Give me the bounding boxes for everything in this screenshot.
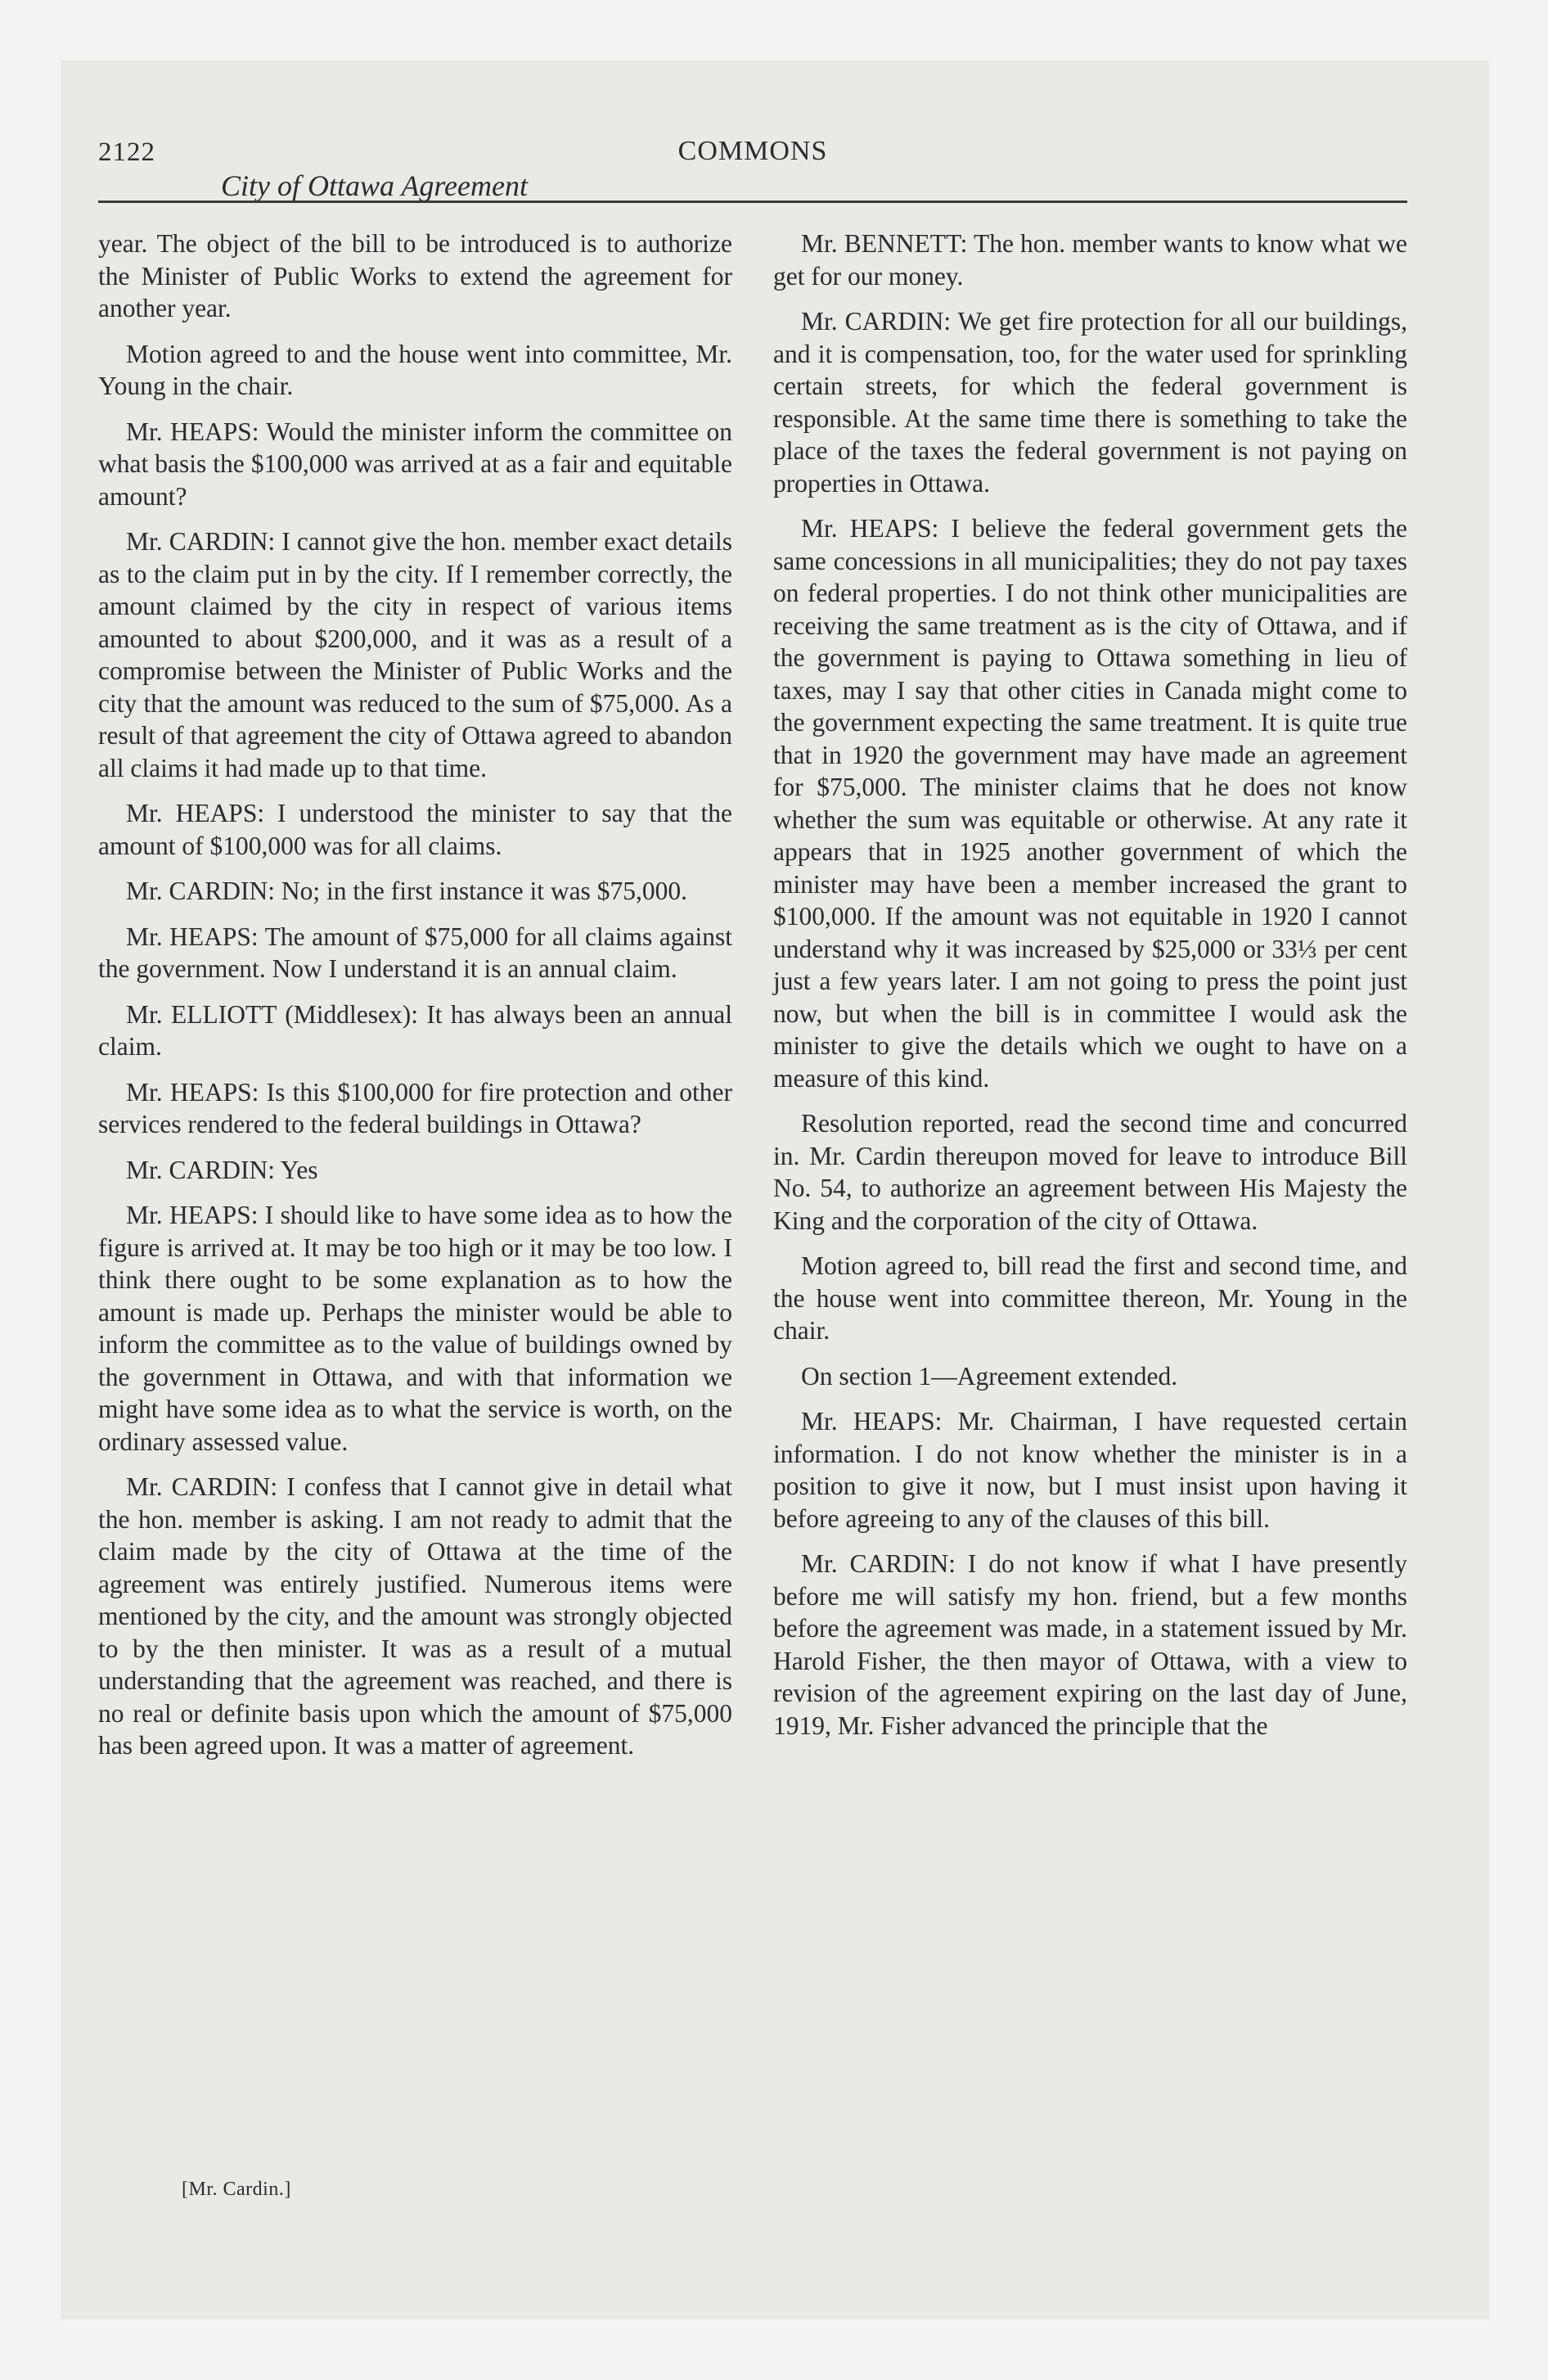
left-column [98, 228, 732, 1775]
paragraph: Motion agreed to and the house went into committee, Mr. Young in the chair. [98, 339, 732, 400]
speaker-footnote: [Mr. Cardin.] [182, 2179, 291, 2200]
paragraph: Mr. HEAPS: I should like to have some idea as to how the figure is arrived at. It may be too high or it may be too low. I think there ought to be some explanation as to how the amount is made up. Perhaps the minister would be able to inform the committee as to the value of buildings owned by the government in Ottawa, and with that information we might have some idea as to what the service is worth, on the ordinary assessed value. [98, 1201, 732, 1456]
paragraph: Mr. CARDIN: Yes [126, 1155, 318, 1184]
paragraph: Mr. HEAPS: Is this $100,000 for fire protection and other services rendered to the federal buildings in Ottawa? [98, 1077, 732, 1138]
paragraph: Mr. HEAPS: The amount of $75,000 for all claims against the government. Now I understand it is an annual claim. [98, 922, 732, 983]
paragraph: Motion agreed to, bill read the first and second time, and the house went into committee thereon, Mr. Young in the chair. [773, 1251, 1407, 1345]
paragraph: Resolution reported, read the second time and concurred in. Mr. Cardin thereupon moved for leave to introduce Bill No. 54, to authorize an agreement between His Majesty the King and the corporation of the city of Ottawa. [773, 1109, 1407, 1235]
paragraph: Mr. CARDIN: We get fire protection for all our buildings, and it is compensation, too, for the water used for sprinkling certain streets, for which the federal government is responsible. At the same time there is something to take the place of the taxes the federal government is not paying on properties in Ottawa. [773, 307, 1407, 498]
paragraph: Mr. CARDIN: No; in the first instance it was $75,000. [126, 877, 687, 905]
paragraph: Mr. CARDIN: I cannot give the hon. member exact details as to the claim put in by the city. If I remember correctly, the amount claimed by the city in respect of various items amounted to about $200,000, and it was as a result of a compromise between the Minister of Public Works and the city that the amount was reduced to the sum of $75,000. As a result of that agreement the city of Ottawa agreed to abandon all claims it had made up to that time. [98, 527, 732, 782]
paragraph: Mr. HEAPS: Mr. Chairman, I have requested certain information. I do not know whether the minister is in a position to give it now, but I must insist upon having it before agreeing to any of the clauses of this bill. [773, 1407, 1407, 1533]
section-title: COMMONS [677, 136, 828, 166]
paragraph: On section 1—Agreement extended. [801, 1361, 1178, 1391]
right-column [773, 228, 1407, 1755]
paragraph: Mr. ELLIOTT (Middlesex): It has always been an annual claim. [98, 999, 732, 1061]
paragraph: Mr. HEAPS: Would the minister inform the committee on what basis the $100,000 was arrived at as a fair and equitable amount? [98, 417, 732, 511]
running-title: City of Ottawa Agreement [221, 169, 528, 202]
header-rule [98, 201, 1407, 203]
paragraph: Mr. HEAPS: I understood the minister to say that the amount of $100,000 was for all claims. [98, 799, 732, 860]
page-header [98, 74, 1407, 202]
paragraph: Mr. HEAPS: I believe the federal government gets the same concessions in all municipalities; they do not pay taxes on federal properties. I do not think other municipalities are receiving the same treatment as is the city of Ottawa, and if the government is paying to Ottawa something in lieu of taxes, may I say that other cities in Canada might come to the government expecting the same treatment. It is quite true that in 1920 the government may have made an agreement for $75,000. The minister claims that he does not know whether the sum was equitable or otherwise. At any rate it appears that in 1925 another government of which the minister may have been a member increased the grant to $100,000. If the amount was not equitable in 1920 I cannot understand why it was increased by $25,000 or 33⅓ per cent just a few years later. I am not going to press the point just now, but when the bill is in committee I would ask the minister to give the details which we ought to have on a measure of this kind. [773, 514, 1407, 1093]
page-number: 2122 [98, 137, 155, 167]
paragraph: Mr. CARDIN: I confess that I cannot give in detail what the hon. member is asking. I am not ready to admit that the claim made by the city of Ottawa at the time of the agreement was entirely justified. Numerous items were mentioned by the city, and the amount was strongly objected to by the then minister. It was as a result of a mutual understanding that the agreement was reached, and there is no real or definite basis upon which the amount of $75,000 has been agreed upon. It was a matter of agreement. [98, 1472, 732, 1760]
paragraph: year. The object of the bill to be introduced is to authorize the Minister of Public Works to extend the agreement for another year. [98, 229, 732, 322]
paragraph: Mr. BENNETT: The hon. member wants to know what we get for our money. [773, 229, 1407, 291]
paragraph: Mr. CARDIN: I do not know if what I have presently before me will satisfy my hon. friend, but a few months before the agreement was made, in a statement issued by Mr. Harold Fisher, the then mayor of Ottawa, with a view to revision of the agreement expiring on the last day of June, 1919, Mr. Fisher advanced the principle that the [773, 1549, 1407, 1740]
